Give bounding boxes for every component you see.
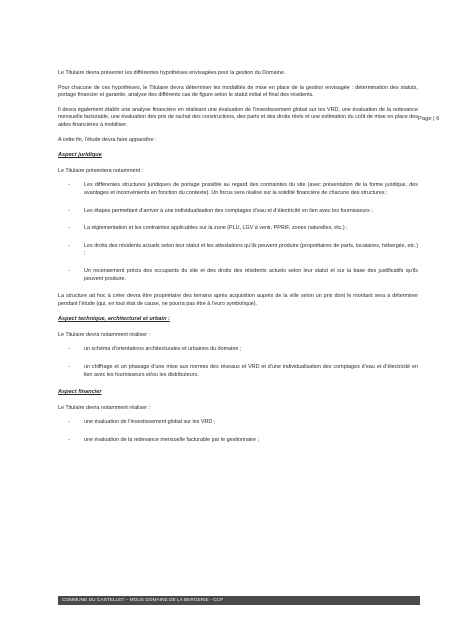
list-item-text: Un recensement précis des occupants du site et des droits des résidents actuels selon leur statut et sur la base des justificatifs qu’ils peuvent produire. bbox=[84, 267, 418, 282]
paragraph: La structure ad hoc à créer devra être propriétaire des terrains après acquisition auprès de la ville selon un prix dont le montant sera à déterminer pendant l’étude (qui, en tout état de cause, ne pourra pas être à l’euro symbolique). bbox=[58, 293, 418, 307]
bullet-marker: - bbox=[68, 225, 70, 232]
list-item bbox=[58, 225, 418, 233]
paragraph: Pour chacune de ces hypothèses, le Titulaire devra déterminer les modalités de mise en place de la gestion envisagée : détermination des statuts, portage financier et garantie, analyse des différents cas de figure selon le statut initial et final des résidents. bbox=[58, 84, 418, 99]
list-item bbox=[58, 182, 418, 197]
section-heading-financier: Aspect financier bbox=[58, 389, 102, 396]
section-intro: Le Titulaire présentera notamment : bbox=[58, 167, 144, 174]
bullet-marker: - bbox=[68, 419, 70, 426]
section-heading-technique: Aspect technique, architectural et urbain : bbox=[58, 316, 170, 323]
list-item-text: Les droits des résidents actuels selon leur statut et les attestations qu’ils peuvent produire (propriétaires de parts, locataires, hébergés, etc.) ; bbox=[84, 242, 418, 257]
list-item-text: Les différentes structures juridiques de portage possible au regard des contraintes du site (avec présentation de la forme juridique, des avantages et inconvénients en fonction du contexte). Un focus sera réalisé sur la solidité financière de chacune des structures ; bbox=[84, 182, 418, 196]
document-body bbox=[58, 70, 418, 455]
paragraph: Le Titulaire devra présenter les différentes hypothèses envisagées pour la gestion du Domaine. bbox=[58, 70, 286, 76]
paragraph: Il devra également établir une analyse financière en réalisant une évaluation de l’investissement global sur les VRD, une évaluation de la redevance mensuelle facturable, une évaluation des prix de rachat des constructions, des parts et des droits réels et une estimation du coût de mise en place des aides financières à mobiliser. bbox=[58, 106, 418, 128]
list-item bbox=[58, 437, 418, 445]
bullet-marker: - bbox=[68, 182, 70, 189]
page-footer: COMMUNE DU CASTELLET – MOUS DOMAINE DE LA BERGERIE - CCP bbox=[58, 596, 420, 605]
list-item-text: un chiffrage et un phasage d’une mise aux normes des réseaux et VRD et d’une individualisation des comptages d’eau et d’électricité en lien avec les fournisseurs et/ou les distributeurs. bbox=[84, 364, 418, 378]
list-item-text: Les étapes permettant d’arriver à une individualisation des comptages d’eau et d’électricité en lien avec les fournisseurs ; bbox=[84, 207, 373, 214]
bullet-list-juridique bbox=[58, 182, 418, 283]
bullet-marker: - bbox=[68, 207, 70, 214]
bullet-list-financier bbox=[58, 419, 418, 444]
page-number: Page | 6 bbox=[418, 116, 440, 122]
section-intro: Le Titulaire devra notamment réaliser : bbox=[58, 404, 150, 411]
paragraph: A cette fin, l’étude devra faire apparaître : bbox=[58, 136, 157, 143]
list-item bbox=[58, 268, 418, 283]
list-item-text: une évaluation de la redevance mensuelle facturable par le gestionnaire ; bbox=[84, 437, 260, 444]
list-item bbox=[58, 243, 418, 258]
section-heading-juridique: Aspect juridique bbox=[58, 152, 102, 159]
bullet-marker: - bbox=[68, 346, 70, 353]
list-item-text: un schéma d’orientations architecturales et urbaines du domaine ; bbox=[84, 346, 242, 353]
section-intro: Le Titulaire devra notamment réaliser : bbox=[58, 331, 150, 338]
list-item bbox=[58, 364, 418, 379]
list-item bbox=[58, 208, 418, 216]
bullet-list-technique bbox=[58, 346, 418, 379]
bullet-marker: - bbox=[68, 364, 70, 371]
list-item bbox=[58, 346, 418, 354]
list-item bbox=[58, 419, 418, 427]
list-item-text: La réglementation et les contraintes applicables sur la zone (PLU, LGV à venir, PPRIF, zones naturelles, etc.) ; bbox=[84, 225, 348, 232]
bullet-marker: - bbox=[68, 267, 70, 274]
bullet-marker: - bbox=[68, 242, 70, 249]
list-item-text: une évaluation de l’investissement global sur les VRD ; bbox=[84, 419, 216, 426]
bullet-marker: - bbox=[68, 437, 70, 444]
